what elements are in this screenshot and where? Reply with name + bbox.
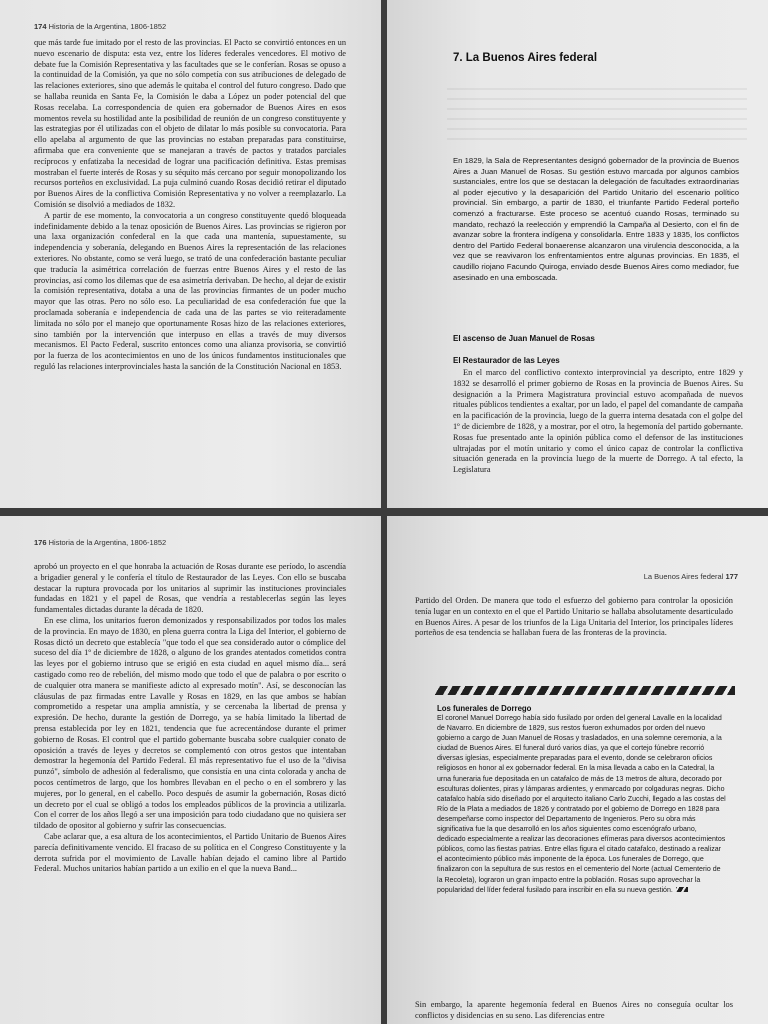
running-head-title: Historia de la Argentina, 1806-1852: [48, 538, 167, 547]
body-text: [34, 562, 346, 875]
box-text-body: El coronel Manuel Dorrego había sido fusilado por orden del general Lavalle en la localidad de Navarro. En diciembre de 1829, sus restos fueron exhumados por orden del nuevo gobierno a cargo de Juan Manuel de Rosas y trasladados, en una solemne ceremonia, a la ciudad de Buenos Aires. El funeral duró varios días, ya que el cortejo fúnebre recorrió diversas iglesias, especialmente preparadas para el evento, donde se celebraron oficios religiosos en honor al ex gobernador federal. En la misa llevada a cabo en la Catedral, la urna funeraria fue depositada en un catafalco de más de 13 metros de altura, decorado por esculturas dolientes, piras y lámparas ardientes, y enmarcado por colgaduras negras. Dicho catafalco había sido diseñado por el arquitecto italiano Carlo Zucchi, llegado a las costas del Río de la Plata a mediados de 1826 y contratado por el gobierno de Dorrego en 1828 para desempeñarse como inspector del Departamento de Ingenieros. Pero su obra más significativa fue la que desarrolló en los años siguientes como escenógrafo urbano, dedicado especialmente a realizar las decoraciones efímeras para diversos acontecimientos públicos, como las fiestas patrias. Entre ellas figura el citado catafalco, destinado a realizar el acontecimiento público más imponente de la época. Los funerales de Dorrego, que finalizaron con la sepultura de sus restos en el cementerio del Norte (actual Cementerio de la Recoleta), lograron un gran impacto entre la población. Rosas supo aprovechar la popularidad del líder federal fusilado para inscribir en ella su nueva gestión.: [437, 715, 726, 894]
chapter-title: 7. La Buenos Aires federal: [453, 52, 598, 64]
paragraph: Cabe aclarar que, a esa altura de los acontecimientos, el Partido Unitario de Buenos Aires parecía definitivamente vencido. El fracaso de su política en el Congreso Constituyente y la derrota sufrida por el movimiento de Lavalle habían dejado el camino libre al Partido Federal. Muchos unitarios habían partido a un exilio en el que la nueva Band...: [34, 831, 346, 874]
paragraph: que más tarde fue imitado por el resto de las provincias. El Pacto se convirtió entonces en un nuevo escenario de disputa: esta vez, entre los líderes federales vencedores. El motivo de debate fue la Comisión Representativa y las facultades que se le conferían. Rosas se opuso a la continuidad de la Comisión, ya que no sólo competía con sus atribuciones de delegado de las relaciones exteriores, sino que además le quitaba el control del futuro congreso. Dado que se hallaba reunida en Santa Fe, la Comisión le daba a López un poder potencial del que Rosas recelaba. La correspondencia de quien era gobernador de Buenos Aires en esos momentos revela su hostilidad ante la posibilidad de reunión de un congreso constituyente y las estrategias por él utilizadas con el objeto de dilatar lo más posible su convocatoria. Para ello apelaba al argumento de que las provincias no estaban preparadas para constituirse, afirmaba que era conveniente que se manejaran a través de pactos y tratados parciales recíprocos y enfatizaba la necesidad de lograr una pacificación definitiva. Estas premisas mostraban el fuerte interés de Rosas y su séquito más cercano por seguir monopolizando los recursos porteños en exclusividad. La puja culminó cuando Rosas decidió retirar el diputado por Buenos Aires de la conflictiva Comisión Representativa y no volver a reemplazarlo. La Comisión se disolvió a mediados de 1832.: [34, 38, 346, 209]
show-through-text: [447, 88, 747, 140]
paragraph: En ese clima, los unitarios fueron demonizados y responsabilizados por todos los males de la provincia. En mayo de 1830, en plena guerra contra la Liga del Interior, el gobierno de Rosas dictó un decreto que establecía "que todo el que sea considerado autor o cómplice del suceso del día 1º de diciembre de 1828, o alguno de los grandes atentados cometidos contra las leyes por el gobierno intruso que se erigió en esta ciudad en aquel mismo día... será castigado como reo de rebelión, del mismo modo que todo el que de palabra o por escrito o de cualquier otra manera se manifieste adicto al expresado motín". Así, se desconocían las cláusulas de paz firmadas entre Lavalle y Rosas en 1829, en las que ambos se habían comprometido a respetar una amplia amnistía, y se cercenaba la libertad de prensa y expresión. De hecho, durante la gestión de Dorrego, ya se había limitado la libertad de prensa establecida por ley en 1821, tendencia que fue acrecentándose durante el primer gobierno de Rosas. El control que el partido gobernante buscaba sobre cualquier conato de oposición a través de leyes y decretos se complementó con otros gestos que intentaban demostrar la hegemonía del Partido Federal. El más representativo fue el uso de la "divisa punzó", símbolo de adhesión al federalismo, que consistía en una cinta colorada y ancha de pocos centímetros de largo, que los hombres llevaban en el pecho o en el sombrero y las mujeres, por lo general, en el cabello. Poco después de asumir la gobernación, Rosas dictó un decreto por el cual se obligó a todos los empleados públicos de la provincia a utilizarla. Con el correr de los años llegó a ser una imposición para todo ciudadano que no quisiera ser tildado de opositor al gobierno y sufrir las consecuencias.: [34, 615, 346, 831]
box-title: Los funerales de Dorrego: [437, 704, 532, 713]
paragraph: aprobó un proyecto en el que honraba la actuación de Rosas durante ese período, lo ascendía a brigadier general y le confería el título de Restaurador de las Leyes. Con ello se buscaba destacar la ruptura provocada por los unitarios al suprimir las instituciones provinciales fundadas en 1821 y el papel de Rosas, que vendría a restablecerlas según las leyes fundamentales dictadas durante la década de 1820.: [34, 562, 346, 615]
box-stripe-divider: [435, 686, 735, 695]
page-174: [0, 0, 381, 508]
running-head: [34, 22, 166, 31]
running-head-title: La Buenos Aires federal: [643, 572, 724, 581]
body-text: [34, 38, 346, 373]
paragraph: En el marco del conflictivo contexto interprovincial ya descripto, entre 1829 y 1832 se desarrolló el primer gobierno de Rosas en la provincia de Buenos Aires. Su designación a la Primera Magistratura provincial estuvo acompañada de nuevos rituales públicos tendientes a exaltar, por un lado, el papel del comandante de campaña en la pacificación de la provincia, luego de la guerra interna desatada con el golpe del 1º de diciembre de 1828, y a mostrar, por el otro, la hegemonía del partido gobernante. Rosas fue presentado ante la opinión pública como el defensor de las instituciones ultrajadas por el motín unitario y como el único capaz de controlar la conflictiva situación generada en la provincia luego de la muerte de Dorrego. A tal efecto, la Legislatura: [453, 368, 743, 475]
box-text: [437, 714, 727, 896]
paragraph: Sin embargo, la aparente hegemonía federal en Buenos Aires no conseguía ocultar los conflictos y disidencias en su seno. Las diferencias entre: [415, 1000, 733, 1020]
page-number: 176: [34, 538, 47, 547]
section-heading: El ascenso de Juan Manuel de Rosas: [453, 334, 595, 343]
paragraph: Partido del Orden. De manera que todo el esfuerzo del gobierno para controlar la oposición tenía lugar en un contexto en el que el Partido Unitario se hallaba absolutamente desarticulado en Buenos Aires. A pesar de los triunfos de la Liga Unitaria del Interior, los principales líderes porteños de esa tendencia se hallaban fuera de las fronteras de la provincia.: [415, 596, 733, 638]
page-177: [387, 516, 768, 1024]
body-text: [453, 368, 743, 476]
running-head: [644, 572, 738, 581]
page-number: 177: [725, 572, 738, 581]
running-head: [34, 538, 166, 547]
subsection-heading: El Restaurador de las Leyes: [453, 356, 560, 365]
box-end-mark: [676, 887, 688, 892]
running-head-title: Historia de la Argentina, 1806-1852: [48, 22, 167, 31]
paragraph: A partir de ese momento, la convocatoria a un congreso constituyente quedó bloqueada indefinidamente debido a la tenaz oposición de Buenos Aires. Las provincias se rigieron por una laxa organización confederal en la que cada una mantenía, supuestamente, su independencia y soberanía, delegando en Buenos Aires la representación de las relaciones exteriores. No obstante, como se verá luego, se trató de una confederación bastante peculiar que traducía la asimétrica correlación de fuerzas entre Buenos Aires y el resto de las provincias, así como los dilemas que de esa asimetría derivaban. De hecho, al dejar de existir la comisión representativa, dotaba a una de las provincias firmantes de un poder mucho mayor que las otras. Pero no sólo eso. La peculiaridad de esa confederación fue que la proclamada soberanía e independencia de cada una de las partes se vio reiteradamente limitada no sólo por el manejo que oportunamente Rosas hizo de las relaciones exteriores, sino también por la intervención que interpuso en ellas a través de muy diversos mecanismos. El Pacto Federal, suscrito entonces como una alianza provisoria, se convirtió por la fuerza de los acontecimientos en uno de los únicos fundamentos institucionales que reguló las relaciones interprovinciales hasta la sanción de la Constitución Nacional en 1853.: [34, 210, 346, 371]
page-175: [387, 0, 768, 508]
chapter-summary: En 1829, la Sala de Representantes designó gobernador de la provincia de Buenos Aires a Juan Manuel de Rosas. Su gestión estuvo marcada por algunos cambios sustanciales, entre los que se destacan la delegación de facultades extraordinarias al poder ejecutivo y la desaparición del Partido Unitario del escenario político provincial. Sin embargo, a partir de 1830, el triunfante Partido Federal porteño comenzó a fracturarse. Este proceso se acentuó cuando Rosas, terminado su mandato, rechazó la reelección y emprendió la Campaña al Desierto, con el fin de avanzar sobre la frontera indígena y consolidarla. Entre 1833 y 1835, los conflictos dentro del Partido Federal bonaerense alcanzaron una virulencia desconocida, a la vez que se reavivaron los enfrentamientos entre algunas provincias. En 1835, el caudillo riojano Facundo Quiroga, enviado desde Buenos Aires como mediador, fue asesinado en una emboscada.: [453, 156, 739, 282]
page-176: [0, 516, 381, 1024]
page-number: 174: [34, 22, 47, 31]
